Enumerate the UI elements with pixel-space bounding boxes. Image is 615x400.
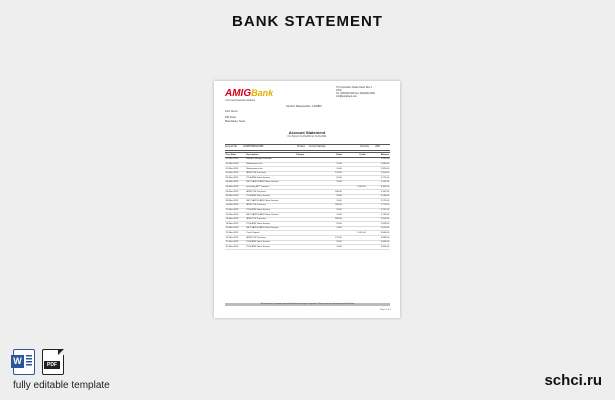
address-line: CWO xyxy=(336,90,342,92)
customer-line: John Simon xyxy=(225,110,238,113)
table-cell: 15.00 xyxy=(319,162,343,167)
table-cell: 3,489.00 xyxy=(366,236,390,241)
table-cell: NET SA/POS ATM Value Section xyxy=(246,213,296,218)
product-label: Product xyxy=(297,146,305,148)
currency-label: Currency xyxy=(360,146,370,148)
customer-address xyxy=(225,110,245,123)
column-header: Credit xyxy=(343,153,367,158)
table-cell: 01-Mar-2024 xyxy=(225,157,246,162)
table-cell: 14.00 xyxy=(319,245,343,250)
address-line: Tel: (000)000-000 Fax: (000)000-0000 xyxy=(336,93,375,95)
table-cell: Cash Deposit xyxy=(246,231,296,236)
table-cell: 05-Mar-2024 xyxy=(225,185,246,190)
statement-title: Account Statement xyxy=(288,130,326,135)
account-number-label: Account No. xyxy=(225,146,238,148)
table-cell: 20-Mar-2024 xyxy=(225,226,246,231)
table-cell: NET SA/POS ATM Value Section xyxy=(246,226,296,231)
table-cell: 14.00 xyxy=(319,199,343,204)
table-cell: 175.00 xyxy=(319,236,343,241)
template-caption: fully editable template xyxy=(13,380,110,391)
table-cell: 2,175.00 xyxy=(366,176,390,181)
account-number-value: 1234567890123456 xyxy=(243,146,264,148)
table-cell: 14-Mar-2024 xyxy=(225,213,246,218)
column-header: Cheque xyxy=(295,153,319,158)
table-cell: 2,528.00 xyxy=(366,222,390,227)
table-cell: 2,733.00 xyxy=(366,213,390,218)
table-cell: 25.00 xyxy=(319,222,343,227)
table-cell: POS ATM Value Section xyxy=(246,222,296,227)
site-brand: schci.ru xyxy=(544,372,602,389)
table-cell: 2,747.00 xyxy=(366,208,390,213)
table-cell: 03-Mar-2024 xyxy=(225,176,246,181)
table-cell: 04-Mar-2024 xyxy=(225,180,246,185)
page-title: BANK STATEMENT xyxy=(232,13,383,30)
table-cell: 10.00 xyxy=(319,167,343,172)
currency-value: USD xyxy=(375,146,380,148)
column-header: Balance xyxy=(366,153,390,158)
table-cell: 27-Mar-2024 xyxy=(225,240,246,245)
page-number: Page 1 of 1 xyxy=(379,309,391,311)
pdf-label: PDF xyxy=(44,361,60,369)
statement-period: For Period: 01-03-2024 to 31-03-2024 xyxy=(287,136,327,138)
table-cell xyxy=(295,245,319,250)
word-icon xyxy=(13,349,35,375)
word-letter: W xyxy=(11,355,24,368)
statement-document xyxy=(214,81,400,318)
table-cell: POS ATM Value Section xyxy=(246,245,296,250)
table-cell: 3,136.00 xyxy=(366,194,390,199)
transactions-table xyxy=(225,152,390,250)
table-cell: 22-Mar-2024 xyxy=(225,231,246,236)
table-cell: 18-Mar-2024 xyxy=(225,222,246,227)
table-cell: 2,772.00 xyxy=(366,203,390,208)
table-cell: 16-Mar-2024 xyxy=(225,217,246,222)
table-cell: POS ATM Value Section xyxy=(246,208,296,213)
column-header: Post Date xyxy=(225,153,246,158)
table-cell: 3,161.00 xyxy=(366,190,390,195)
footer-note: This document is computer generated and does not require a signature. Please report any discrepancy within 30 days. xyxy=(225,303,390,306)
table-cell: Balance Brought Forward xyxy=(246,157,296,162)
pdf-icon xyxy=(42,349,64,375)
table-cell: 14.00 xyxy=(319,213,343,218)
table-cell: 3,664.00 xyxy=(366,231,390,236)
column-header: Description xyxy=(246,153,296,158)
table-cell: 1,150.00 xyxy=(343,231,367,236)
table-cell: 25.00 xyxy=(319,208,343,213)
table-cell: 2,320.00 xyxy=(366,167,390,172)
table-cell: 120.00 xyxy=(319,171,343,176)
reference-line: Our Ref: Statement/No. 1-234567 xyxy=(286,105,322,108)
product-value: Current Savings xyxy=(309,146,326,148)
customer-line: Placeholder, Texas xyxy=(225,119,246,123)
table-cell: 24-Mar-2024 xyxy=(225,236,246,241)
logo-mark: AMIG xyxy=(225,88,252,99)
logo-name: Bank xyxy=(251,88,274,98)
word-lines xyxy=(26,355,32,367)
table-cell: 25.00 xyxy=(319,176,343,181)
table-cell: 200.00 xyxy=(319,190,343,195)
table-cell: 180.00 xyxy=(319,217,343,222)
bank-logo xyxy=(225,88,273,99)
table-cell: 14.00 xyxy=(319,180,343,185)
customer-line: 456 Street xyxy=(225,116,237,120)
column-header: Debit xyxy=(319,153,343,158)
table-row xyxy=(225,245,390,250)
table-cell: 25.00 xyxy=(319,194,343,199)
table-cell: POS ATM Value Section xyxy=(246,240,296,245)
table-cell: 25.00 xyxy=(319,240,343,245)
account-info xyxy=(225,144,390,151)
table-cell: Incoming EFT Transfer xyxy=(246,185,296,190)
table-cell: 350.00 xyxy=(319,203,343,208)
table-cell: 09-Mar-2024 xyxy=(225,199,246,204)
table-cell: 02-Mar-2024 xyxy=(225,171,246,176)
address-line: info@amigbank.com xyxy=(336,96,357,98)
table-cell: 2,200.00 xyxy=(366,171,390,176)
table-cell: 1,200.00 xyxy=(343,185,367,190)
bank-tagline: Your local financial solutions xyxy=(225,99,255,102)
table-cell: 31-Mar-2024 xyxy=(225,245,246,250)
table-cell: 2,330.00 xyxy=(366,162,390,167)
table-cell: 06-Mar-2024 xyxy=(225,190,246,195)
bank-address xyxy=(336,87,394,99)
table-cell: 3,450.00 xyxy=(366,245,390,250)
address-line: ITI Corporation Clarke Road, Box 2 xyxy=(336,87,372,89)
table-cell: 2,553.00 xyxy=(366,217,390,222)
table-cell: ATM POS Purchase xyxy=(246,236,296,241)
table-cell: Maintenance fee xyxy=(246,162,296,167)
table-cell: 12-Mar-2024 xyxy=(225,208,246,213)
table-cell: 08-Mar-2024 xyxy=(225,194,246,199)
table-cell: ATM POS Purchase xyxy=(246,171,296,176)
table-cell: POS ATM Value Section xyxy=(246,194,296,199)
table-cell: Maintenance fee xyxy=(246,167,296,172)
table-cell: 2,345.00 xyxy=(366,157,390,162)
table-cell: ATM POS Purchase xyxy=(246,190,296,195)
table-cell: 2,514.00 xyxy=(366,226,390,231)
table-cell: 3,122.00 xyxy=(366,199,390,204)
table-cell: POS ATM Value Section xyxy=(246,176,296,181)
table-cell: 3,464.00 xyxy=(366,240,390,245)
pdf-corner xyxy=(58,349,64,355)
table-cell: 02-Mar-2024 xyxy=(225,167,246,172)
table-cell: ATM POS Purchase xyxy=(246,203,296,208)
table-cell: 01-Mar-2024 xyxy=(225,162,246,167)
table-cell xyxy=(343,245,367,250)
table-cell: NET SA/POS ATM Value Section xyxy=(246,199,296,204)
table-cell: ATM POS Purchase xyxy=(246,217,296,222)
table-cell: 10-Mar-2024 xyxy=(225,203,246,208)
table-cell: NET SA/POS ATM Value Section xyxy=(246,180,296,185)
table-cell: 14.00 xyxy=(319,226,343,231)
table-cell: 2,161.00 xyxy=(366,180,390,185)
table-cell: 3,361.00 xyxy=(366,185,390,190)
